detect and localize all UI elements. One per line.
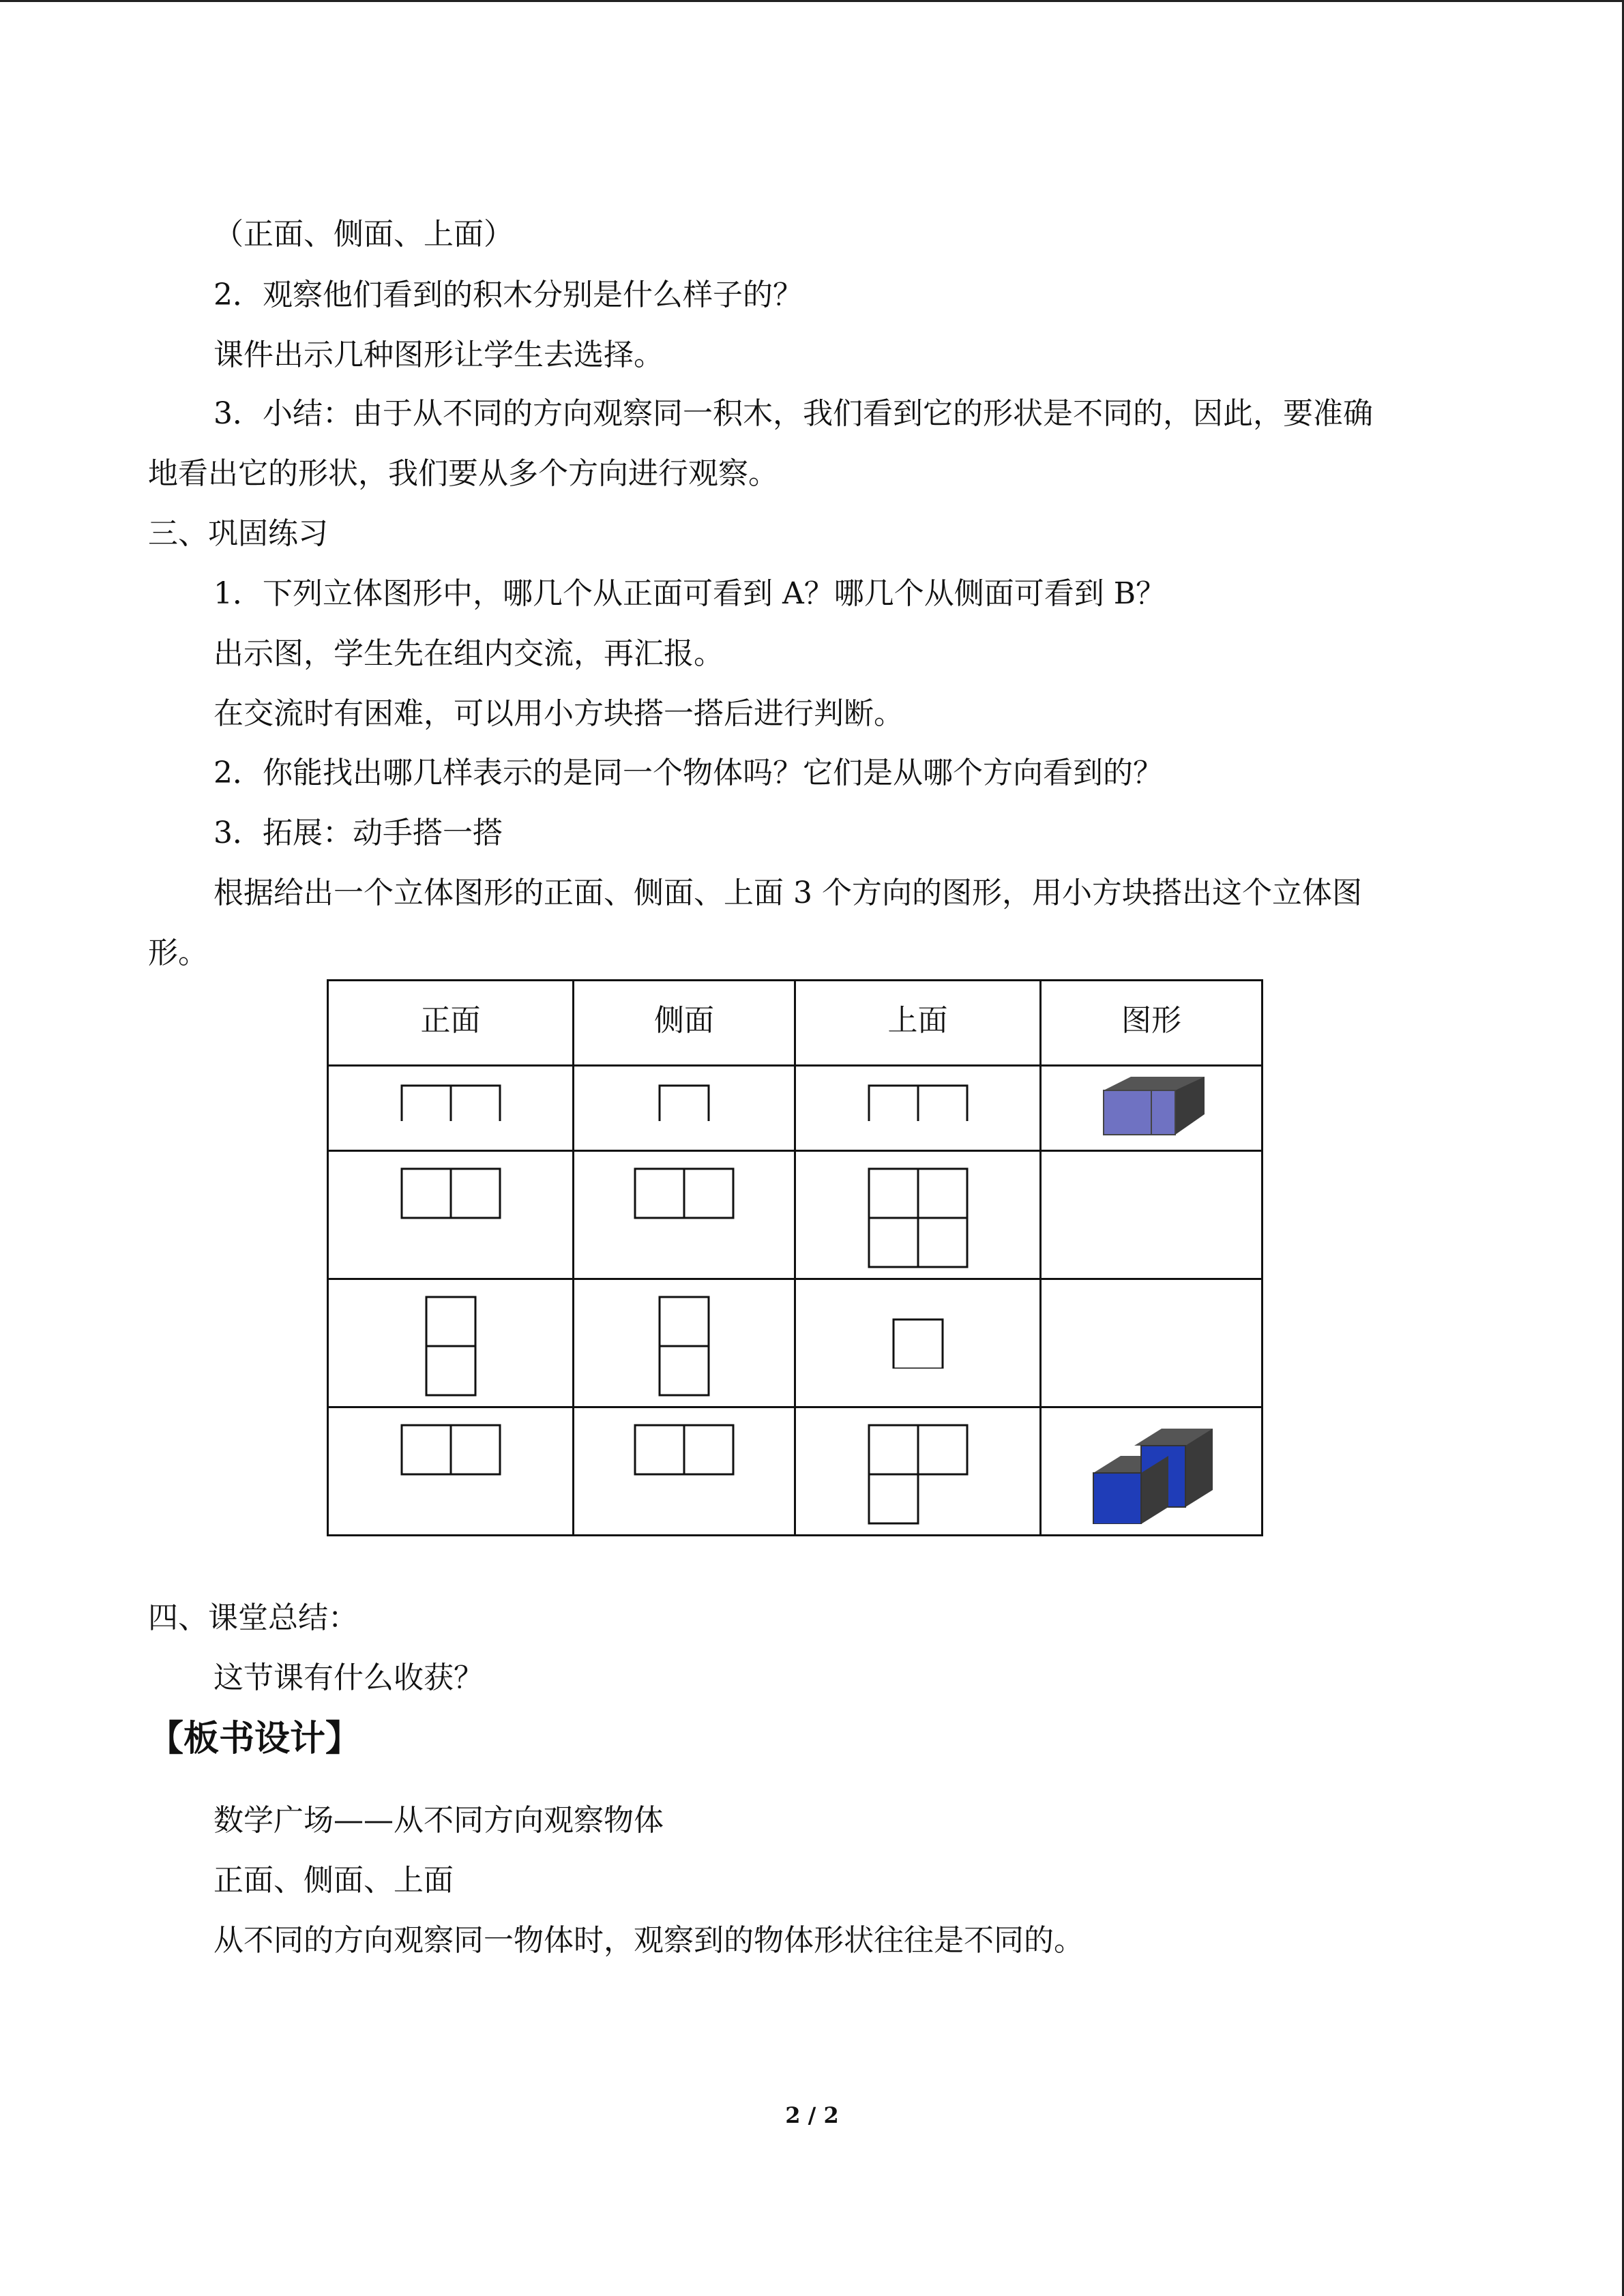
side-view-cell [574,1279,795,1407]
side-view-cell [574,1407,795,1536]
board-design-heading: 【板书设计】 [148,1718,361,1759]
squares-2x1-icon [424,1280,478,1399]
section-heading: 四、课堂总结： [148,1600,358,1635]
paragraph-line: 3．拓展：动手搭一搭 [213,816,503,850]
paragraph-line: 地看出它的形状，我们要从多个方向进行观察。 [148,456,778,491]
top-view-cell [795,1151,1041,1279]
front-view-cell [328,1279,574,1407]
paragraph-line: 1．下列立体图形中，哪几个从正面可看到 A？哪几个从侧面可看到 B？ [213,576,1166,611]
board-line: 从不同的方向观察同一物体时，观察到的物体形状往往是不同的。 [213,1923,1084,1958]
front-view-cell [328,1151,574,1279]
square-1x1-icon [891,1280,945,1369]
front-view-cell [328,1066,574,1151]
side-view-cell [574,1066,795,1151]
header-side: 侧面 [574,981,795,1066]
shape-cell-empty [1041,1151,1263,1279]
paragraph-line: 2．你能找出哪几样表示的是同一个物体吗？它们是从哪个方向看到的？ [213,756,1163,790]
squares-2x2-icon [867,1152,969,1271]
squares-1x2-icon [400,1067,502,1121]
paragraph-line: 3．小结：由于从不同的方向观察同一积木，我们看到它的形状是不同的，因此，要准确 [213,396,1373,431]
top-view-cell [795,1279,1041,1407]
page-number: 2 / 2 [785,2102,839,2128]
header-front: 正面 [328,981,574,1066]
header-shape: 图形 [1041,981,1263,1066]
board-line: 正面、侧面、上面 [213,1863,454,1898]
square-1x1-icon [657,1067,711,1121]
squares-1x2-icon [400,1408,502,1476]
paragraph-line: 出示图，学生先在组内交流，再汇报。 [213,636,724,671]
paragraph-line: （正面、侧面、上面） [213,217,514,252]
squares-1x2-icon [867,1067,969,1121]
squares-L-icon [867,1408,969,1527]
paragraph-line: 形。 [148,936,208,970]
shape-cell-empty [1041,1279,1263,1407]
shape-cell [1041,1066,1263,1151]
paragraph-line: 这节课有什么收获？ [213,1660,484,1695]
paragraph-line: 课件出示几种图形让学生去选择。 [213,338,664,372]
two-cube-solid-icon [1083,1067,1220,1142]
l-cube-solid-icon [1073,1408,1230,1524]
paragraph-line: 在交流时有困难，可以用小方块搭一搭后进行判断。 [213,696,904,731]
top-view-cell [795,1407,1041,1536]
squares-1x2-icon [633,1408,735,1476]
squares-1x2-icon [633,1152,735,1220]
paragraph-line: 2．观察他们看到的积木分别是什么样子的？ [213,278,803,312]
squares-2x1-icon [657,1280,711,1399]
squares-1x2-icon [400,1152,502,1220]
header-top: 上面 [795,981,1041,1066]
views-table [327,979,1263,1536]
side-view-cell [574,1151,795,1279]
top-view-cell [795,1066,1041,1151]
front-view-cell [328,1407,574,1536]
shape-cell [1041,1407,1263,1536]
page-border-top [0,0,1624,2]
board-line: 数学广场——从不同方向观察物体 [213,1803,664,1838]
section-heading: 三、巩固练习 [148,516,328,551]
paragraph-line: 根据给出一个立体图形的正面、侧面、上面 3 个方向的图形，用小方块搭出这个立体图 [213,876,1362,910]
